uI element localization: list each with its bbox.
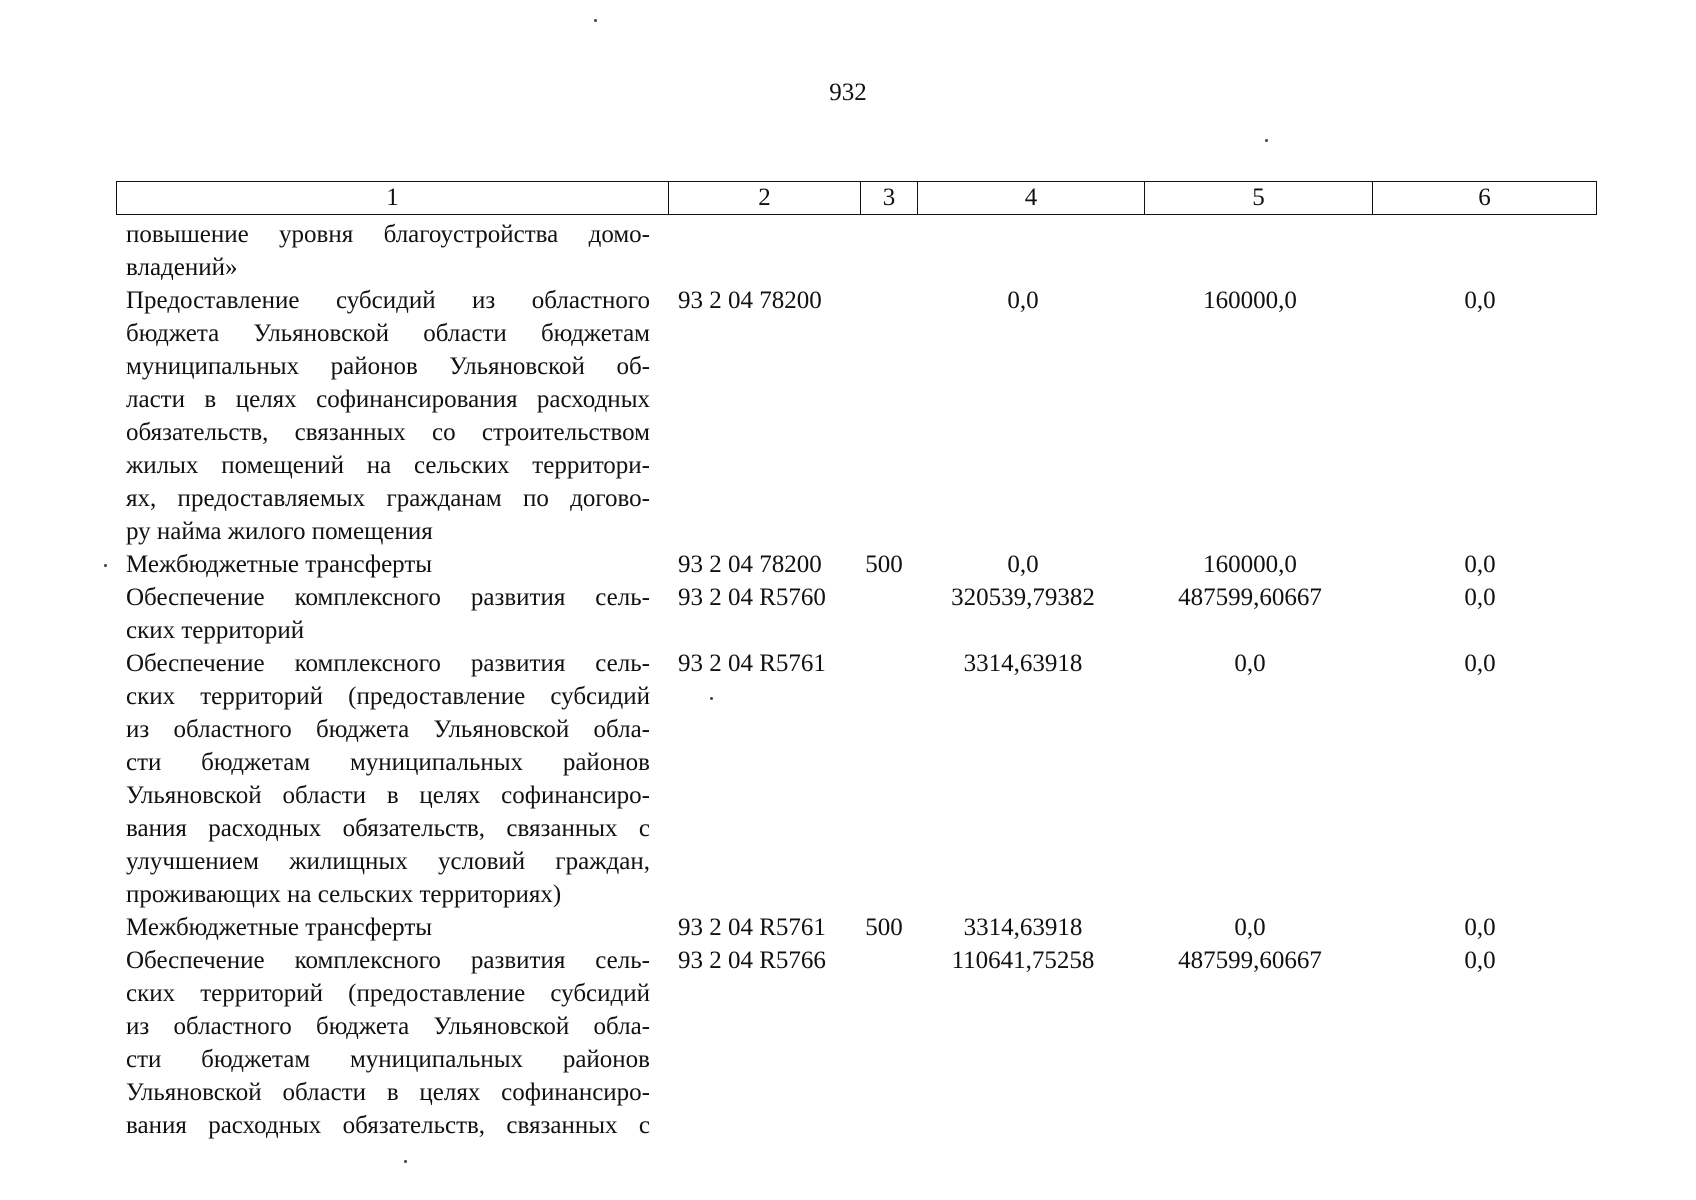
amount-column-6: 0,0 [1464, 287, 1496, 314]
row-description [126, 647, 650, 911]
description-line: проживающих на сельских территориях) [126, 881, 562, 908]
description-line: жилых помещений на сельских территори- [126, 452, 650, 479]
amount-column-4: 0,0 [1007, 287, 1039, 314]
amount-column-5: 160000,0 [1203, 287, 1297, 314]
scan-speck [594, 19, 597, 22]
row-description [126, 284, 650, 548]
target-article-code: 93 2 04 78200 [678, 551, 822, 578]
amount-column-6: 0,0 [1464, 947, 1496, 974]
amount-column-5: 487599,60667 [1178, 584, 1322, 611]
amount-column-6: 0,0 [1464, 650, 1496, 677]
description-line: ских территорий [126, 617, 305, 644]
scan-speck [404, 1160, 407, 1163]
amount-column-6: 0,0 [1464, 914, 1496, 941]
description-line: муниципальных районов Ульяновской об- [126, 353, 650, 380]
description-line: Предоставление субсидий из областного [126, 287, 650, 314]
target-article-code: 93 2 04 78200 [678, 287, 822, 314]
description-line: ских территорий (предоставление субсидий [126, 683, 650, 710]
scan-speck [710, 697, 713, 700]
target-article-code: 93 2 04 R5761 [678, 914, 826, 941]
description-line: вания расходных обязательств, связанных с [126, 1112, 650, 1139]
page-number: 932 [829, 79, 867, 106]
target-article-code: 93 2 04 R5761 [678, 650, 826, 677]
description-line: Обеспечение комплексного развития сель- [126, 650, 650, 677]
amount-column-6: 0,0 [1464, 551, 1496, 578]
amount-column-4: 0,0 [1007, 551, 1039, 578]
description-line: обязательств, связанных со строительством [126, 419, 650, 446]
row-description [126, 548, 650, 581]
description-line: ру найма жилого помещения [126, 518, 433, 545]
header-column-2: 2 [669, 182, 861, 215]
header-column-6: 6 [1373, 182, 1597, 215]
description-line: сти бюджетам муниципальных районов [126, 1046, 650, 1073]
description-line: Обеспечение комплексного развития сель- [126, 584, 650, 611]
description-line: Ульяновской области в целях софинансиро- [126, 1079, 650, 1106]
amount-column-5: 0,0 [1234, 914, 1266, 941]
description-line: ях, предоставляемых гражданам по догово- [126, 485, 650, 512]
amount-column-4: 3314,63918 [963, 650, 1083, 677]
header-column-1: 1 [117, 182, 669, 215]
expense-type: 500 [865, 551, 903, 578]
description-line: из областного бюджета Ульяновской обла- [126, 716, 650, 743]
description-line: сти бюджетам муниципальных районов [126, 749, 650, 776]
description-line: Обеспечение комплексного развития сель- [126, 947, 650, 974]
amount-column-5: 0,0 [1234, 650, 1266, 677]
header-column-3: 3 [861, 182, 918, 215]
table-header [116, 181, 1597, 215]
description-line: Межбюджетные трансферты [126, 551, 433, 578]
amount-column-5: 160000,0 [1203, 551, 1297, 578]
description-line: бюджета Ульяновской области бюджетам [126, 320, 650, 347]
header-column-5: 5 [1145, 182, 1373, 215]
amount-column-6: 0,0 [1464, 584, 1496, 611]
description-line: ласти в целях софинансирования расходных [126, 386, 650, 413]
amount-column-4: 110641,75258 [951, 947, 1095, 974]
scan-speck [104, 564, 107, 567]
target-article-code: 93 2 04 R5766 [678, 947, 826, 974]
row-description [126, 581, 650, 647]
description-line: вания расходных обязательств, связанных с [126, 815, 650, 842]
row-description [126, 911, 650, 944]
expense-type: 500 [865, 914, 903, 941]
amount-column-4: 3314,63918 [963, 914, 1083, 941]
description-line: из областного бюджета Ульяновской обла- [126, 1013, 650, 1040]
description-line: Ульяновской области в целях софинансиро- [126, 782, 650, 809]
amount-column-5: 487599,60667 [1178, 947, 1322, 974]
description-line: Межбюджетные трансферты [126, 914, 433, 941]
row-description [126, 944, 650, 1142]
amount-column-4: 320539,79382 [951, 584, 1095, 611]
description-line: повышение уровня благоустройства домо- [126, 221, 650, 248]
row-description [126, 218, 650, 284]
scan-speck [1265, 139, 1268, 142]
target-article-code: 93 2 04 R5760 [678, 584, 826, 611]
description-line: улучшением жилищных условий граждан, [126, 848, 650, 875]
header-column-4: 4 [918, 182, 1145, 215]
description-line: ских территорий (предоставление субсидий [126, 980, 650, 1007]
description-line: владений» [126, 254, 238, 281]
